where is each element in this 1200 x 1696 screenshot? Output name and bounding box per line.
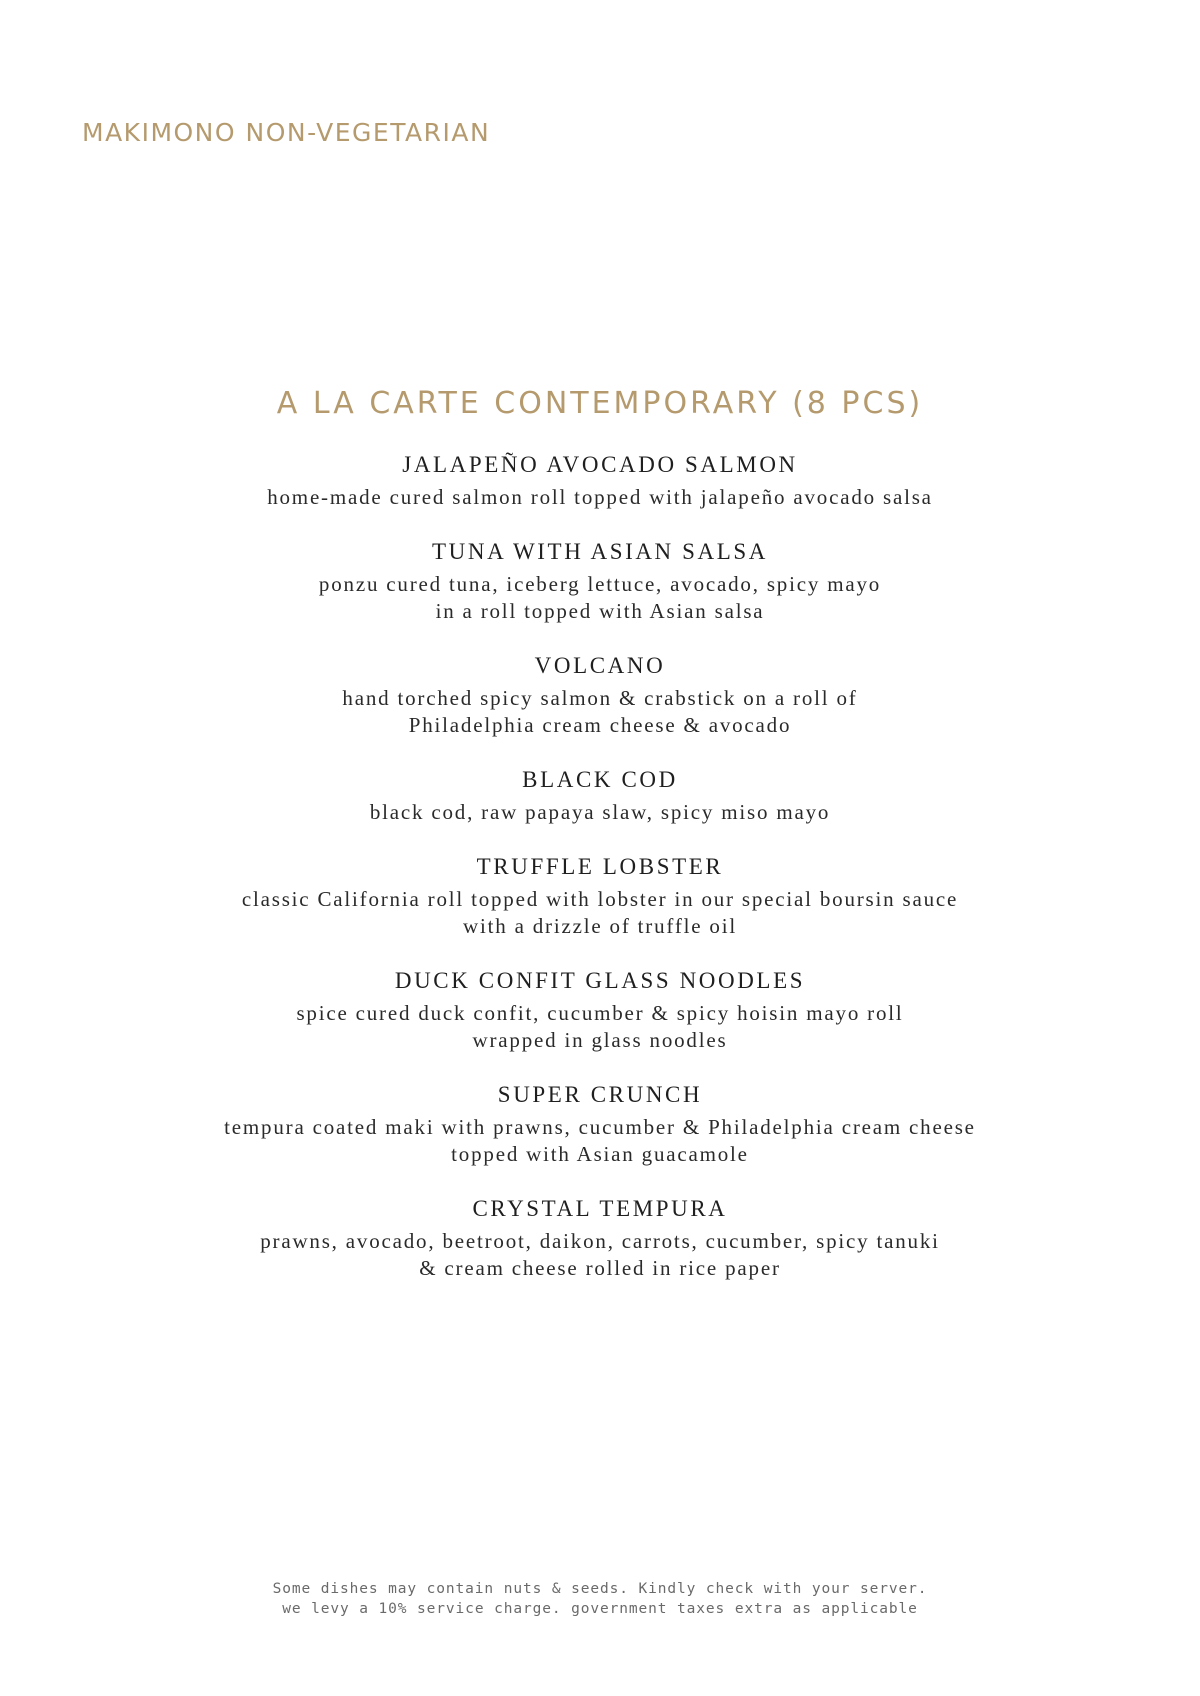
menu-item-description	[0, 484, 1200, 511]
menu-item-name: BLACK COD	[522, 767, 678, 792]
page-heading: MAKIMONO NON-VEGETARIAN	[82, 118, 491, 147]
description-line: ponzu cured tuna, iceberg lettuce, avocado, spicy mayo	[318, 572, 882, 596]
menu-item	[0, 1195, 1200, 1282]
menu-item-name: SUPER CRUNCH	[497, 1082, 703, 1107]
menu-item-description	[0, 886, 1200, 940]
description-line: home-made cured salmon roll topped with jalapeño avocado salsa	[267, 485, 933, 509]
menu-item	[0, 766, 1200, 826]
menu-item-description	[0, 685, 1200, 739]
footer-note	[0, 1579, 1200, 1619]
description-line: topped with Asian guacamole	[451, 1142, 749, 1166]
description-line: with a drizzle of truffle oil	[463, 914, 737, 938]
menu-item-name: TUNA WITH ASIAN SALSA	[432, 539, 768, 564]
menu-item-name: CRYSTAL TEMPURA	[472, 1196, 728, 1221]
menu-item	[0, 1081, 1200, 1168]
description-line: & cream cheese rolled in rice paper	[419, 1256, 781, 1280]
menu-item-description	[0, 1114, 1200, 1168]
description-line: black cod, raw papaya slaw, spicy miso mayo	[369, 800, 831, 824]
allergen-note: Some dishes may contain nuts & seeds. Kindly check with your server.	[272, 1581, 928, 1597]
menu-item-name: DUCK CONFIT GLASS NOODLES	[394, 968, 806, 993]
menu-item	[0, 451, 1200, 511]
description-line: classic California roll topped with lobster in our special boursin sauce	[241, 887, 959, 911]
description-line: tempura coated maki with prawns, cucumber & Philadelphia cream cheese	[224, 1115, 976, 1139]
section-title: A LA CARTE CONTEMPORARY (8 PCS)	[276, 386, 924, 421]
menu-item	[0, 538, 1200, 625]
menu-item-name: JALAPEÑO AVOCADO SALMON	[402, 452, 798, 477]
menu-list	[0, 451, 1200, 1309]
menu-item-name: VOLCANO	[534, 653, 666, 678]
description-line: in a roll topped with Asian salsa	[435, 599, 765, 623]
menu-item-description	[0, 799, 1200, 826]
description-line: spice cured duck confit, cucumber & spicy hoisin mayo roll	[296, 1001, 904, 1025]
service-charge-note: we levy a 10% service charge. government taxes extra as applicable	[282, 1601, 918, 1617]
description-line: Philadelphia cream cheese & avocado	[408, 713, 792, 737]
menu-item	[0, 652, 1200, 739]
description-line: prawns, avocado, beetroot, daikon, carrots, cucumber, spicy tanuki	[260, 1229, 940, 1253]
menu-item-name: TRUFFLE LOBSTER	[476, 854, 724, 879]
description-line: wrapped in glass noodles	[472, 1028, 728, 1052]
menu-item	[0, 853, 1200, 940]
menu-item-description	[0, 571, 1200, 625]
menu-item	[0, 967, 1200, 1054]
description-line: hand torched spicy salmon & crabstick on a roll of	[342, 686, 858, 710]
menu-item-description	[0, 1228, 1200, 1282]
menu-item-description	[0, 1000, 1200, 1054]
